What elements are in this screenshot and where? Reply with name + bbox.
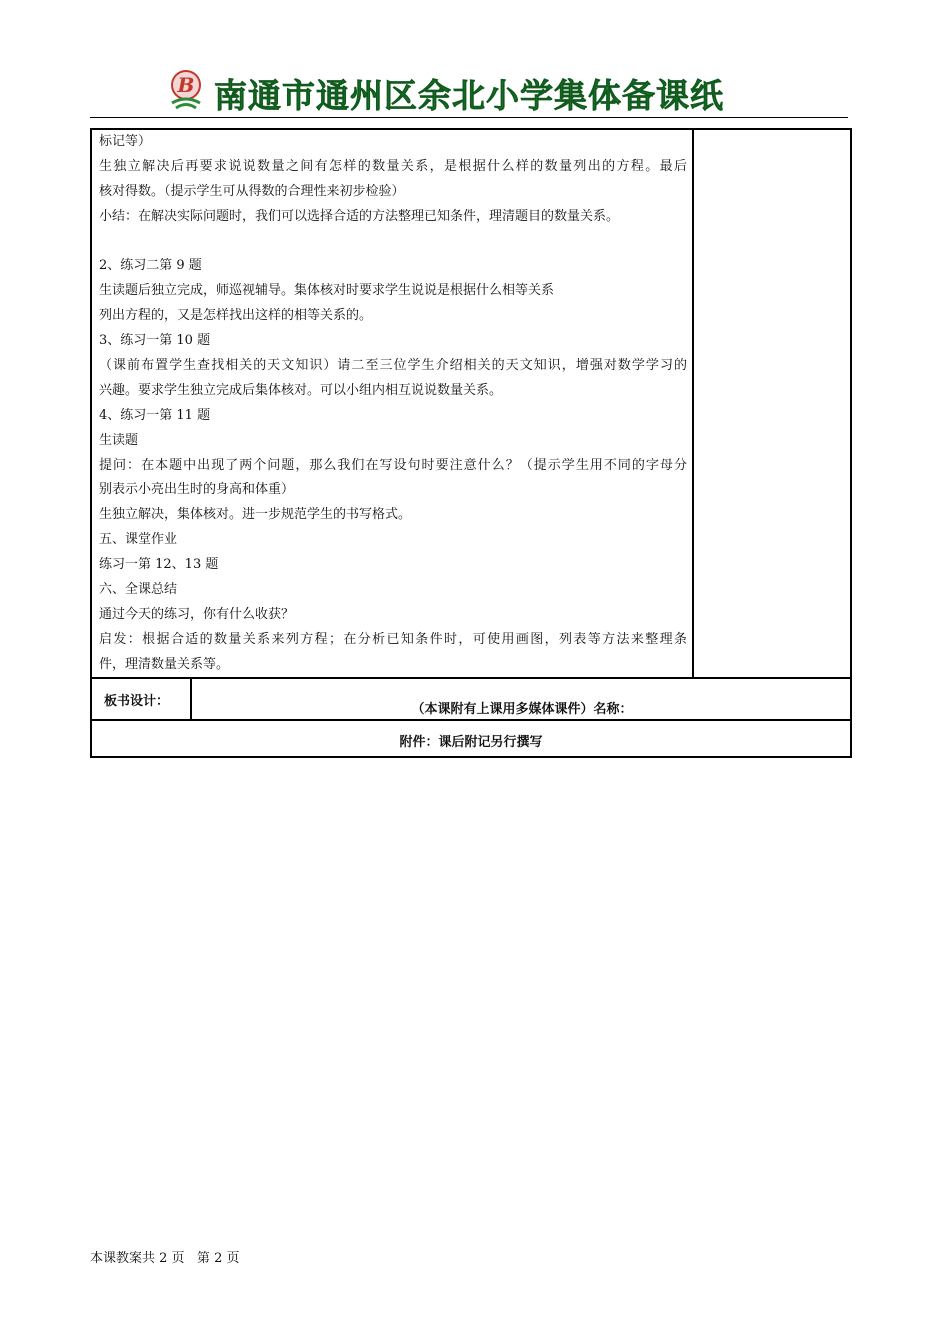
body-line [99, 230, 687, 255]
body-line: 标记等） [99, 134, 152, 149]
body-line: 生独立解决，集体核对。进一步规范学生的书写格式。 [99, 507, 412, 523]
body-line: 通过今天的练习，你有什么收获？ [99, 606, 295, 622]
logo-letter: B [177, 73, 195, 97]
lesson-body [99, 130, 687, 678]
page-header [160, 66, 800, 116]
body-line: 六、全课总结 [99, 582, 178, 598]
body-line: 提问：在本题中出现了两个问题，那么我们在写设句时要注意什么？（提示学生用不同的字母分 [99, 457, 687, 473]
body-line: 列出方程的，又是怎样找出这样的相等关系的。 [99, 308, 373, 324]
body-line: 2、练习二第 9 题 [99, 258, 202, 274]
board-design-label: 板书设计： [104, 694, 170, 709]
attachment-note: 附件：课后附记另行撰写 [399, 735, 543, 750]
body-line: 别表示小亮出生时的身高和体重） [99, 482, 295, 498]
body-line: 小结：在解决实际问题时，我们可以选择合适的方法整理已知条件，理清题目的数量关系。 [99, 208, 620, 224]
school-logo-icon [166, 69, 206, 111]
body-line: 核对得数。（提示学生可从得数的合理性来初步检验） [99, 183, 405, 199]
body-line: 3、练习一第 10 题 [99, 333, 211, 349]
body-line: 4、练习一第 11 题 [99, 407, 211, 423]
document-title: 南通市通州区余北小学集体备课纸 [214, 76, 724, 115]
body-line: 五、课堂作业 [99, 532, 178, 548]
header-divider [90, 117, 848, 118]
body-line: 生读题 [99, 432, 139, 448]
notes-column-divider [692, 128, 694, 679]
body-line: 生读题后独立完成，师巡视辅导。集体核对时要求学生说说是根据什么相等关系 [99, 283, 555, 299]
body-line: 生独立解决后再要求说说数量之间有怎样的数量关系，是根据什么样的数量列出的方程。最后 [99, 158, 687, 174]
body-line: 启发：根据合适的数量关系来列方程；在分析已知条件时，可使用画图，列表等方法来整理条 [99, 631, 687, 647]
multimedia-courseware-note: （本课附有上课用多媒体课件）名称： [411, 702, 633, 717]
body-line: 件，理清数量关系等。 [99, 656, 230, 672]
body-line: 兴趣。要求学生独立完成后集体核对。可以小组内相互说说数量关系。 [99, 382, 503, 398]
body-line: 练习一第 12、13 题 [99, 557, 219, 573]
page-footer: 本课教案共 2 页 第 2 页 [90, 1251, 240, 1266]
body-line: （课前布置学生查找相关的天文知识）请二至三位学生介绍相关的天文知识，增强对数学学习的 [99, 358, 687, 374]
